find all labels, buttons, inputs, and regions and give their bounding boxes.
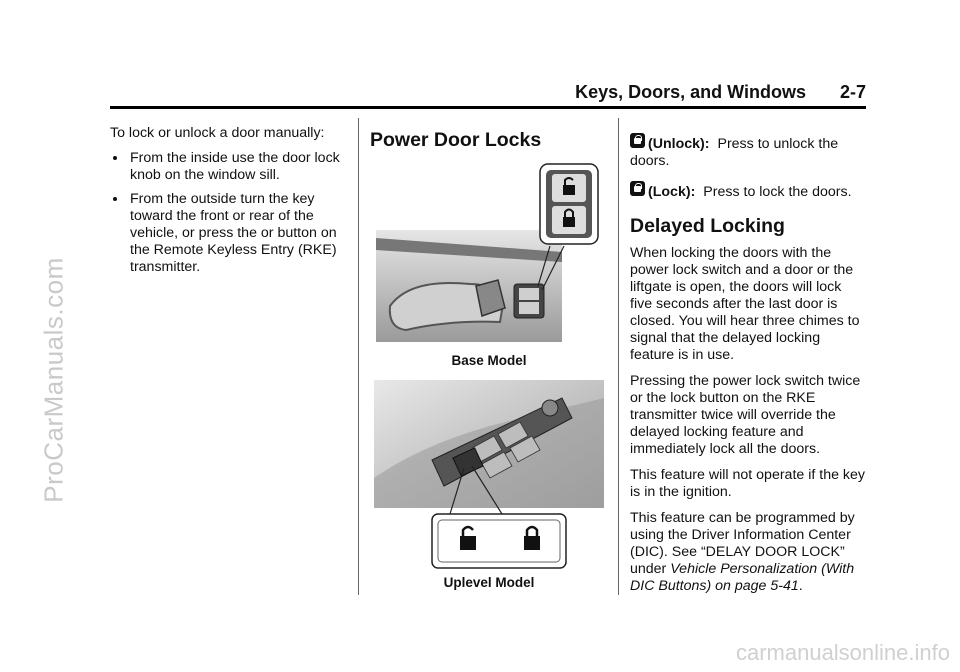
manual-lock-list [110,150,350,276]
page-number: 2-7 [839,82,866,102]
base-model-caption: Base Model [451,353,527,368]
switch-unlock-pad [519,288,539,300]
section-title: Keys, Doors, and Windows [575,82,806,102]
switch-lock-pad [519,302,539,314]
page-header [110,82,866,106]
left-column [110,125,350,283]
paragraph: When locking the doors with the power lock switch and a door or the liftgate is open, the doors will lock five seconds after the last door is closed. You will hear three chimes to signal that the delayed locking feature is in use. [630,245,860,363]
manual-lock-intro: To lock or unlock a door manually: [110,125,325,141]
watermark-bottom: carmanualsonline.info [735,640,950,665]
cross-reference: Vehicle Personalization (With DIC Buttons) on page 5-41 [630,561,855,594]
uplevel-model-illustration [372,378,608,574]
header-rule [110,106,866,109]
mirror-control [542,400,558,416]
base-model-illustration [370,160,610,345]
unlock-icon [630,133,645,148]
paragraph: This feature can be programmed by using the Driver Information Center (DIC). See “DELAY DOOR LOCK” under Vehicle Personalization (With DIC Buttons) on page 5-41. [630,510,855,594]
uplevel-model-caption: Uplevel Model [443,575,535,590]
list-item: From the outside turn the key toward the front or rear of the vehicle, or press the or button on the Remote Keyless Entry (RKE) transmitter. [110,191,350,276]
column-divider-2 [618,118,619,595]
switch-closeup [438,520,560,562]
paragraph: This feature will not operate if the key is in the ignition. [630,467,866,500]
lock-icon [630,181,645,196]
column-divider-1 [358,118,359,595]
power-door-locks-heading: Power Door Locks [370,129,542,151]
unlock-description: (Unlock): Press to unlock the doors. [630,132,866,170]
paragraph: Pressing the power lock switch twice or the lock button on the RKE transmitter twice will override the delayed locking feature and immediately lock all the doors. [630,373,861,457]
delayed-locking-heading: Delayed Locking [630,215,785,237]
list-item: From the inside use the door lock knob on the window sill. [110,150,350,184]
watermark-side: ProCarManuals.com [38,257,69,503]
right-column [630,132,866,604]
lock-description: (Lock): Press to lock the doors. [630,180,866,201]
